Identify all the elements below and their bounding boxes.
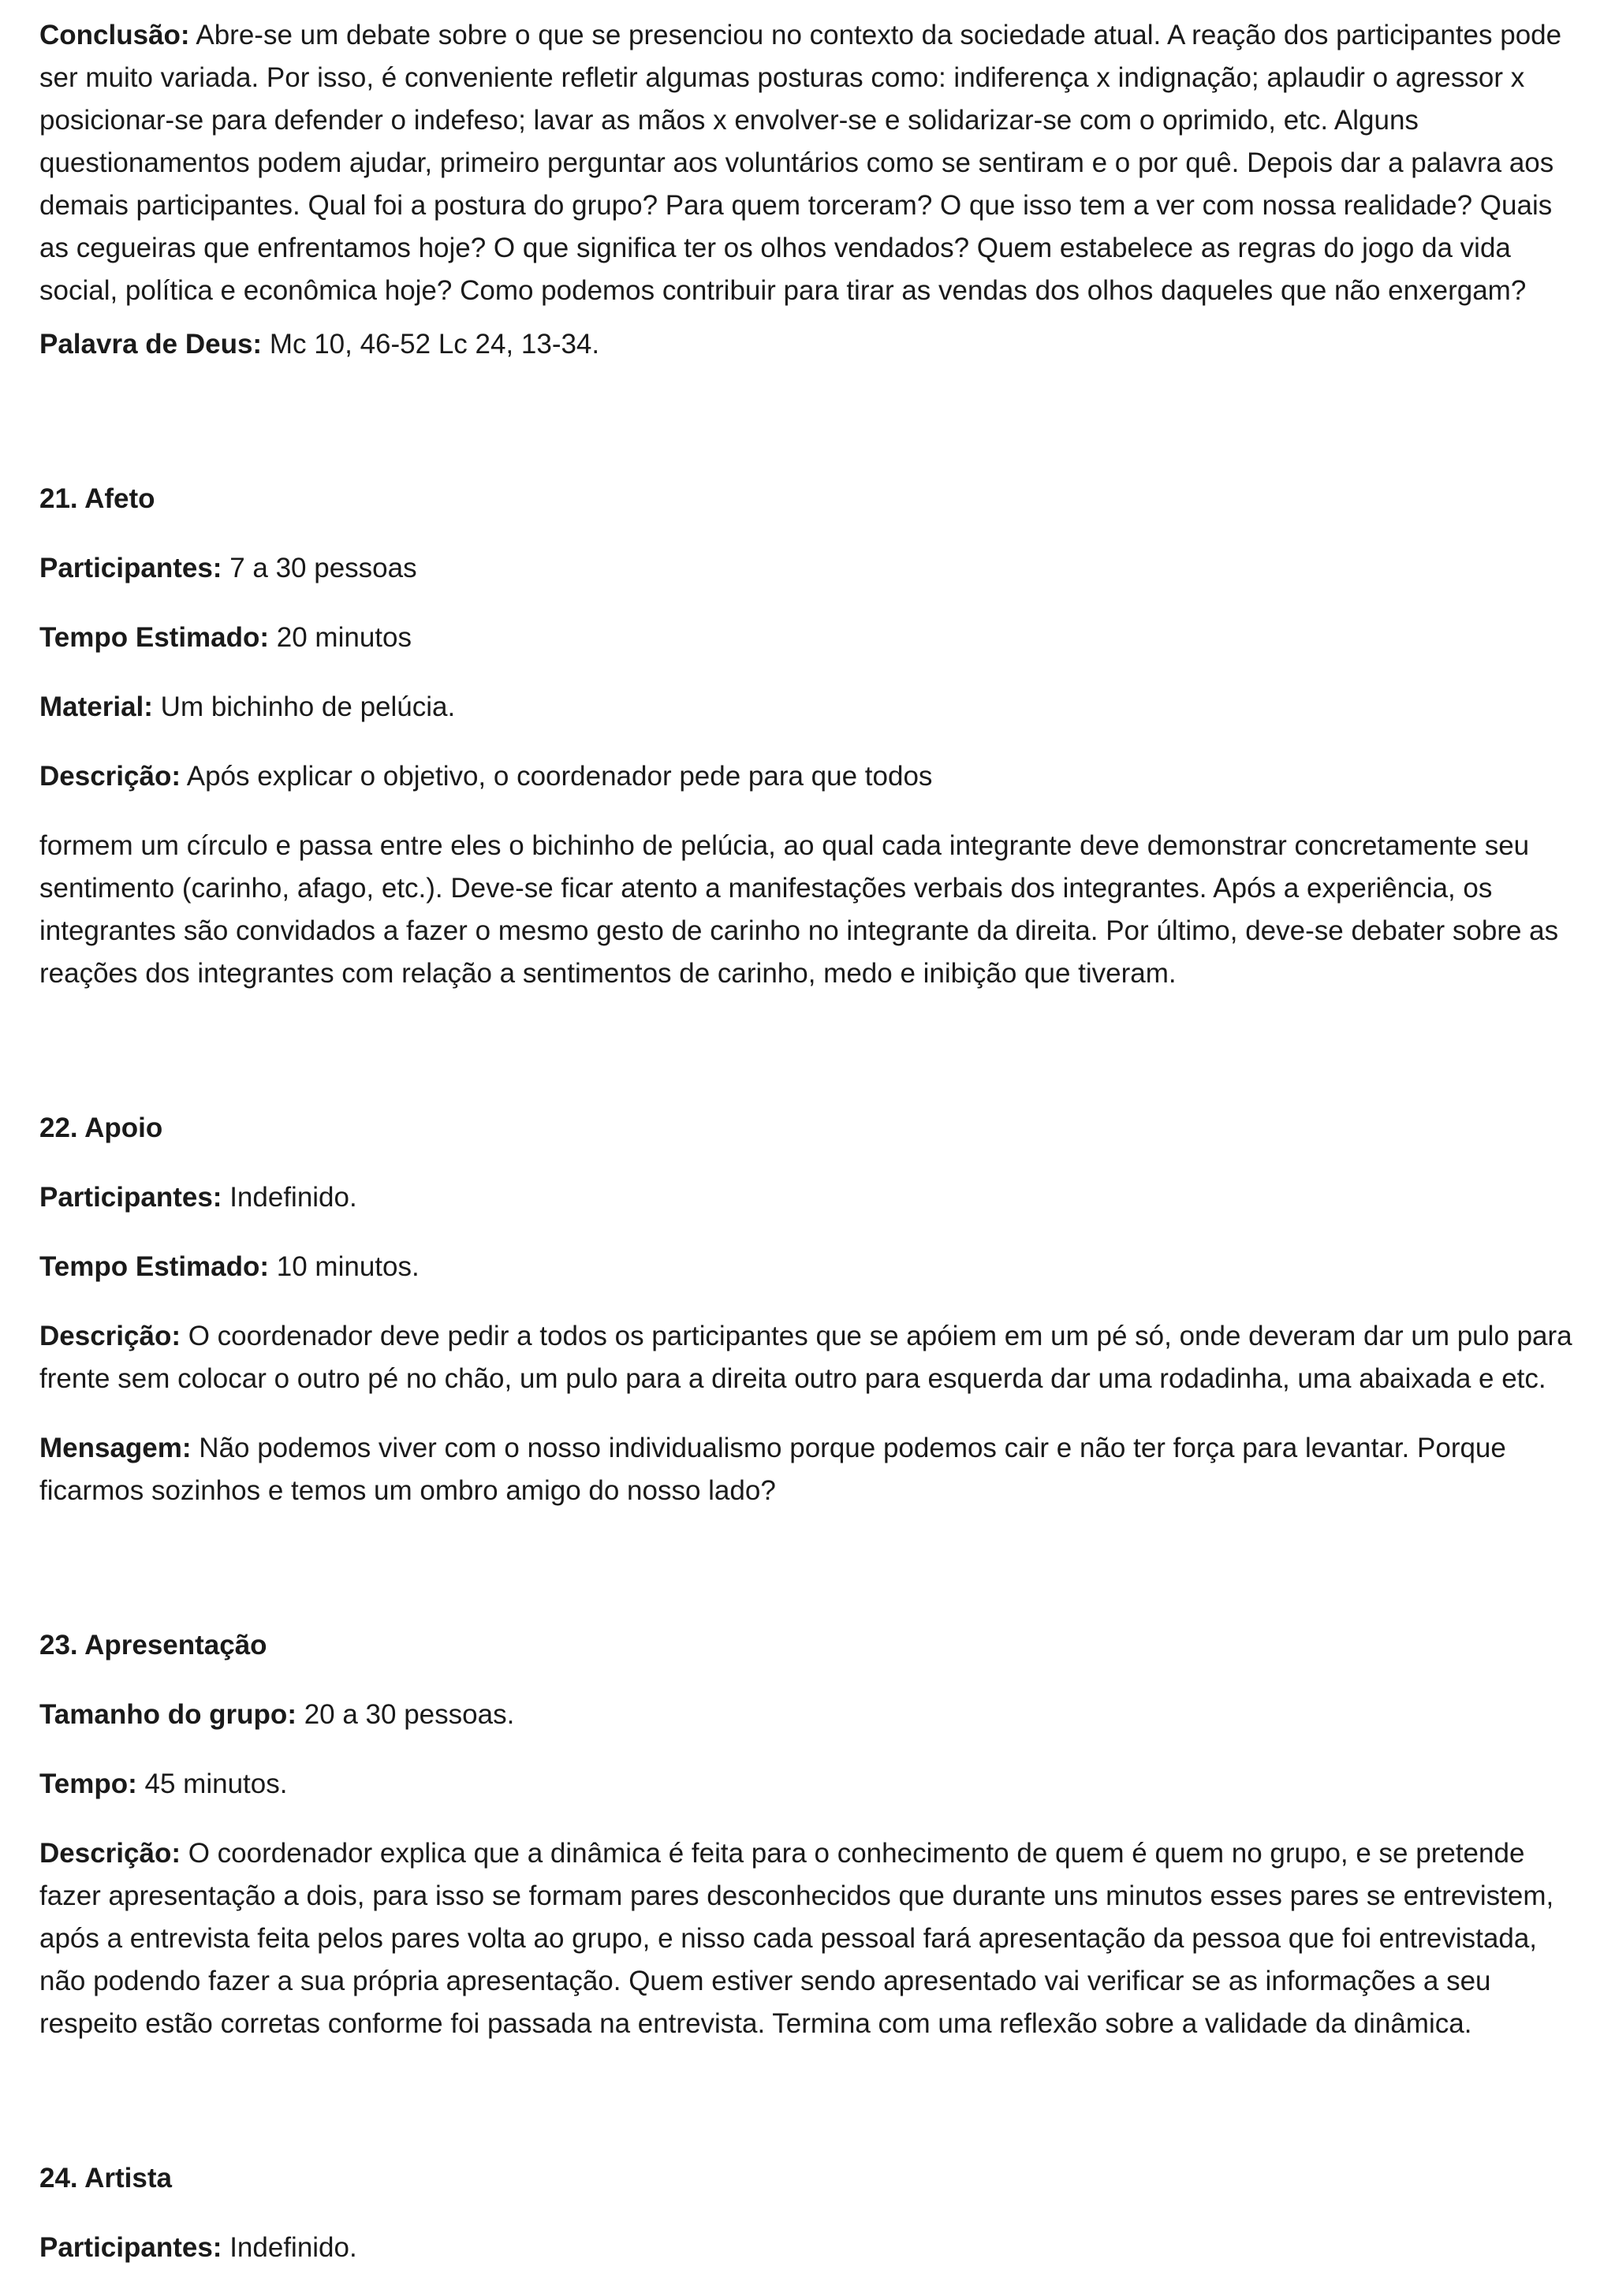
mensagem-value: Não podemos viver com o nosso individualismo porque podemos cair e não ter força para levantar. Porque ficarmos sozinhos e temos um ombro amigo do nosso lado? [39,1433,1506,1506]
descricao-label: Descrição: [39,1838,181,1869]
tempo-value: 45 minutos. [136,1769,288,1799]
descricao-label: Descrição: [39,1321,181,1351]
descricao-value: O coordenador explica que a dinâmica é feita para o conhecimento de quem é quem no grupo, e se pretende fazer apresentação a dois, para isso se formam pares desconhecidos que durante uns minutos esses pares se entrevistem, após a entrevista feita pelos pares volta ao grupo, e nisso cada pessoal fará apresentação da pessoa que foi entrevistada, não podendo fazer a sua própria apresentação. Quem estiver sendo apresentado vai verificar se as informações a seu respeito estão corretas conforme foi passada na entrevista. Termina com uma reflexão sobre a validade da dinâmica. [39,1838,1554,2039]
participantes-value: Indefinido. [222,2232,357,2263]
descricao-value: Após explicar o objetivo, o coordenador pede para que todos [180,761,933,792]
tempo-label: Tempo: [39,1769,137,1799]
palavra-de-deus-text: Mc 10, 46-52 Lc 24, 13-34. [262,329,600,360]
tamanho-label: Tamanho do grupo: [39,1699,297,1730]
afeto-descricao-continuation: formem um círculo e passa entre eles o bichinho de pelúcia, ao qual cada integrante deve demonstrar concretamente seu sentimento (carinho, afago, etc.). Deve-se ficar atento a manifestações verbais dos integrantes. Após a experiência, os integrantes são convidados a fazer o mesmo gesto de carinho no integrante da direita. Por último, deve-se debater sobre as reações dos integrantes com relação a sentimentos de carinho, medo e inibição que tiveram. [39,830,1559,989]
material-value: Um bichinho de pelúcia. [152,691,456,722]
palavra-de-deus-paragraph [39,323,1577,366]
section-title-artista: 24. Artista [39,2163,172,2194]
section-title-apresentacao: 23. Apresentação [39,1630,267,1660]
tempo-label: Tempo Estimado: [39,622,270,653]
mensagem-label: Mensagem: [39,1433,192,1463]
afeto-participantes [39,547,1577,590]
apoio-descricao [39,1315,1577,1400]
participantes-value: Indefinido. [222,1182,357,1213]
afeto-tempo [39,617,1577,659]
apoio-mensagem [39,1427,1577,1512]
tempo-label: Tempo Estimado: [39,1251,270,1282]
participantes-label: Participantes: [39,1182,222,1213]
material-label: Material: [39,691,153,722]
tamanho-value: 20 a 30 pessoas. [296,1699,515,1730]
document-page [39,14,1577,2296]
conclusao-text: Abre-se um debate sobre o que se presenciou no contexto da sociedade atual. A reação dos participantes pode ser muito variada. Por isso, é conveniente refletir algumas posturas como: indiferença x indignação; aplaudir o agressor x posicionar-se para defender o indefeso; lavar as mãos x envolver-se e solidarizar-se com o oprimido, etc. Alguns questionamentos podem ajudar, primeiro perguntar aos voluntários como se sentiram e o por quê. Depois dar a palavra aos demais participantes. Qual foi a postura do grupo? Para quem torceram? O que isso tem a ver com nossa realidade? Quais as cegueiras que enfrentamos hoje? O que significa ter os olhos vendados? Quem estabelece as regras do jogo da vida social, política e econômica hoje? Como podemos contribuir para tirar as vendas dos olhos daqueles que não enxergam? [39,20,1562,306]
afeto-descricao [39,755,1577,798]
section-title-afeto: 21. Afeto [39,483,155,514]
descricao-label: Descrição: [39,761,181,792]
descricao-value: O coordenador deve pedir a todos os participantes que se apóiem em um pé só, onde deveram dar um pulo para frente sem colocar o outro pé no chão, um pulo para a direita outro para esquerda dar uma rodadinha, uma abaixada e etc. [39,1321,1572,1394]
afeto-material [39,686,1577,729]
conclusao-paragraph [39,14,1577,312]
palavra-de-deus-label: Palavra de Deus: [39,329,263,360]
apresentacao-tamanho [39,1694,1577,1736]
apoio-participantes [39,1176,1577,1219]
section-title-apoio: 22. Apoio [39,1113,163,1143]
tempo-value: 20 minutos [269,622,412,653]
apresentacao-tempo [39,1763,1577,1806]
apoio-tempo [39,1246,1577,1288]
participantes-label: Participantes: [39,2232,222,2263]
apresentacao-descricao [39,1832,1577,2045]
conclusao-label: Conclusão: [39,20,190,50]
participantes-value: 7 a 30 pessoas [222,553,417,583]
participantes-label: Participantes: [39,553,222,583]
tempo-value: 10 minutos. [269,1251,420,1282]
artista-participantes [39,2227,1577,2269]
